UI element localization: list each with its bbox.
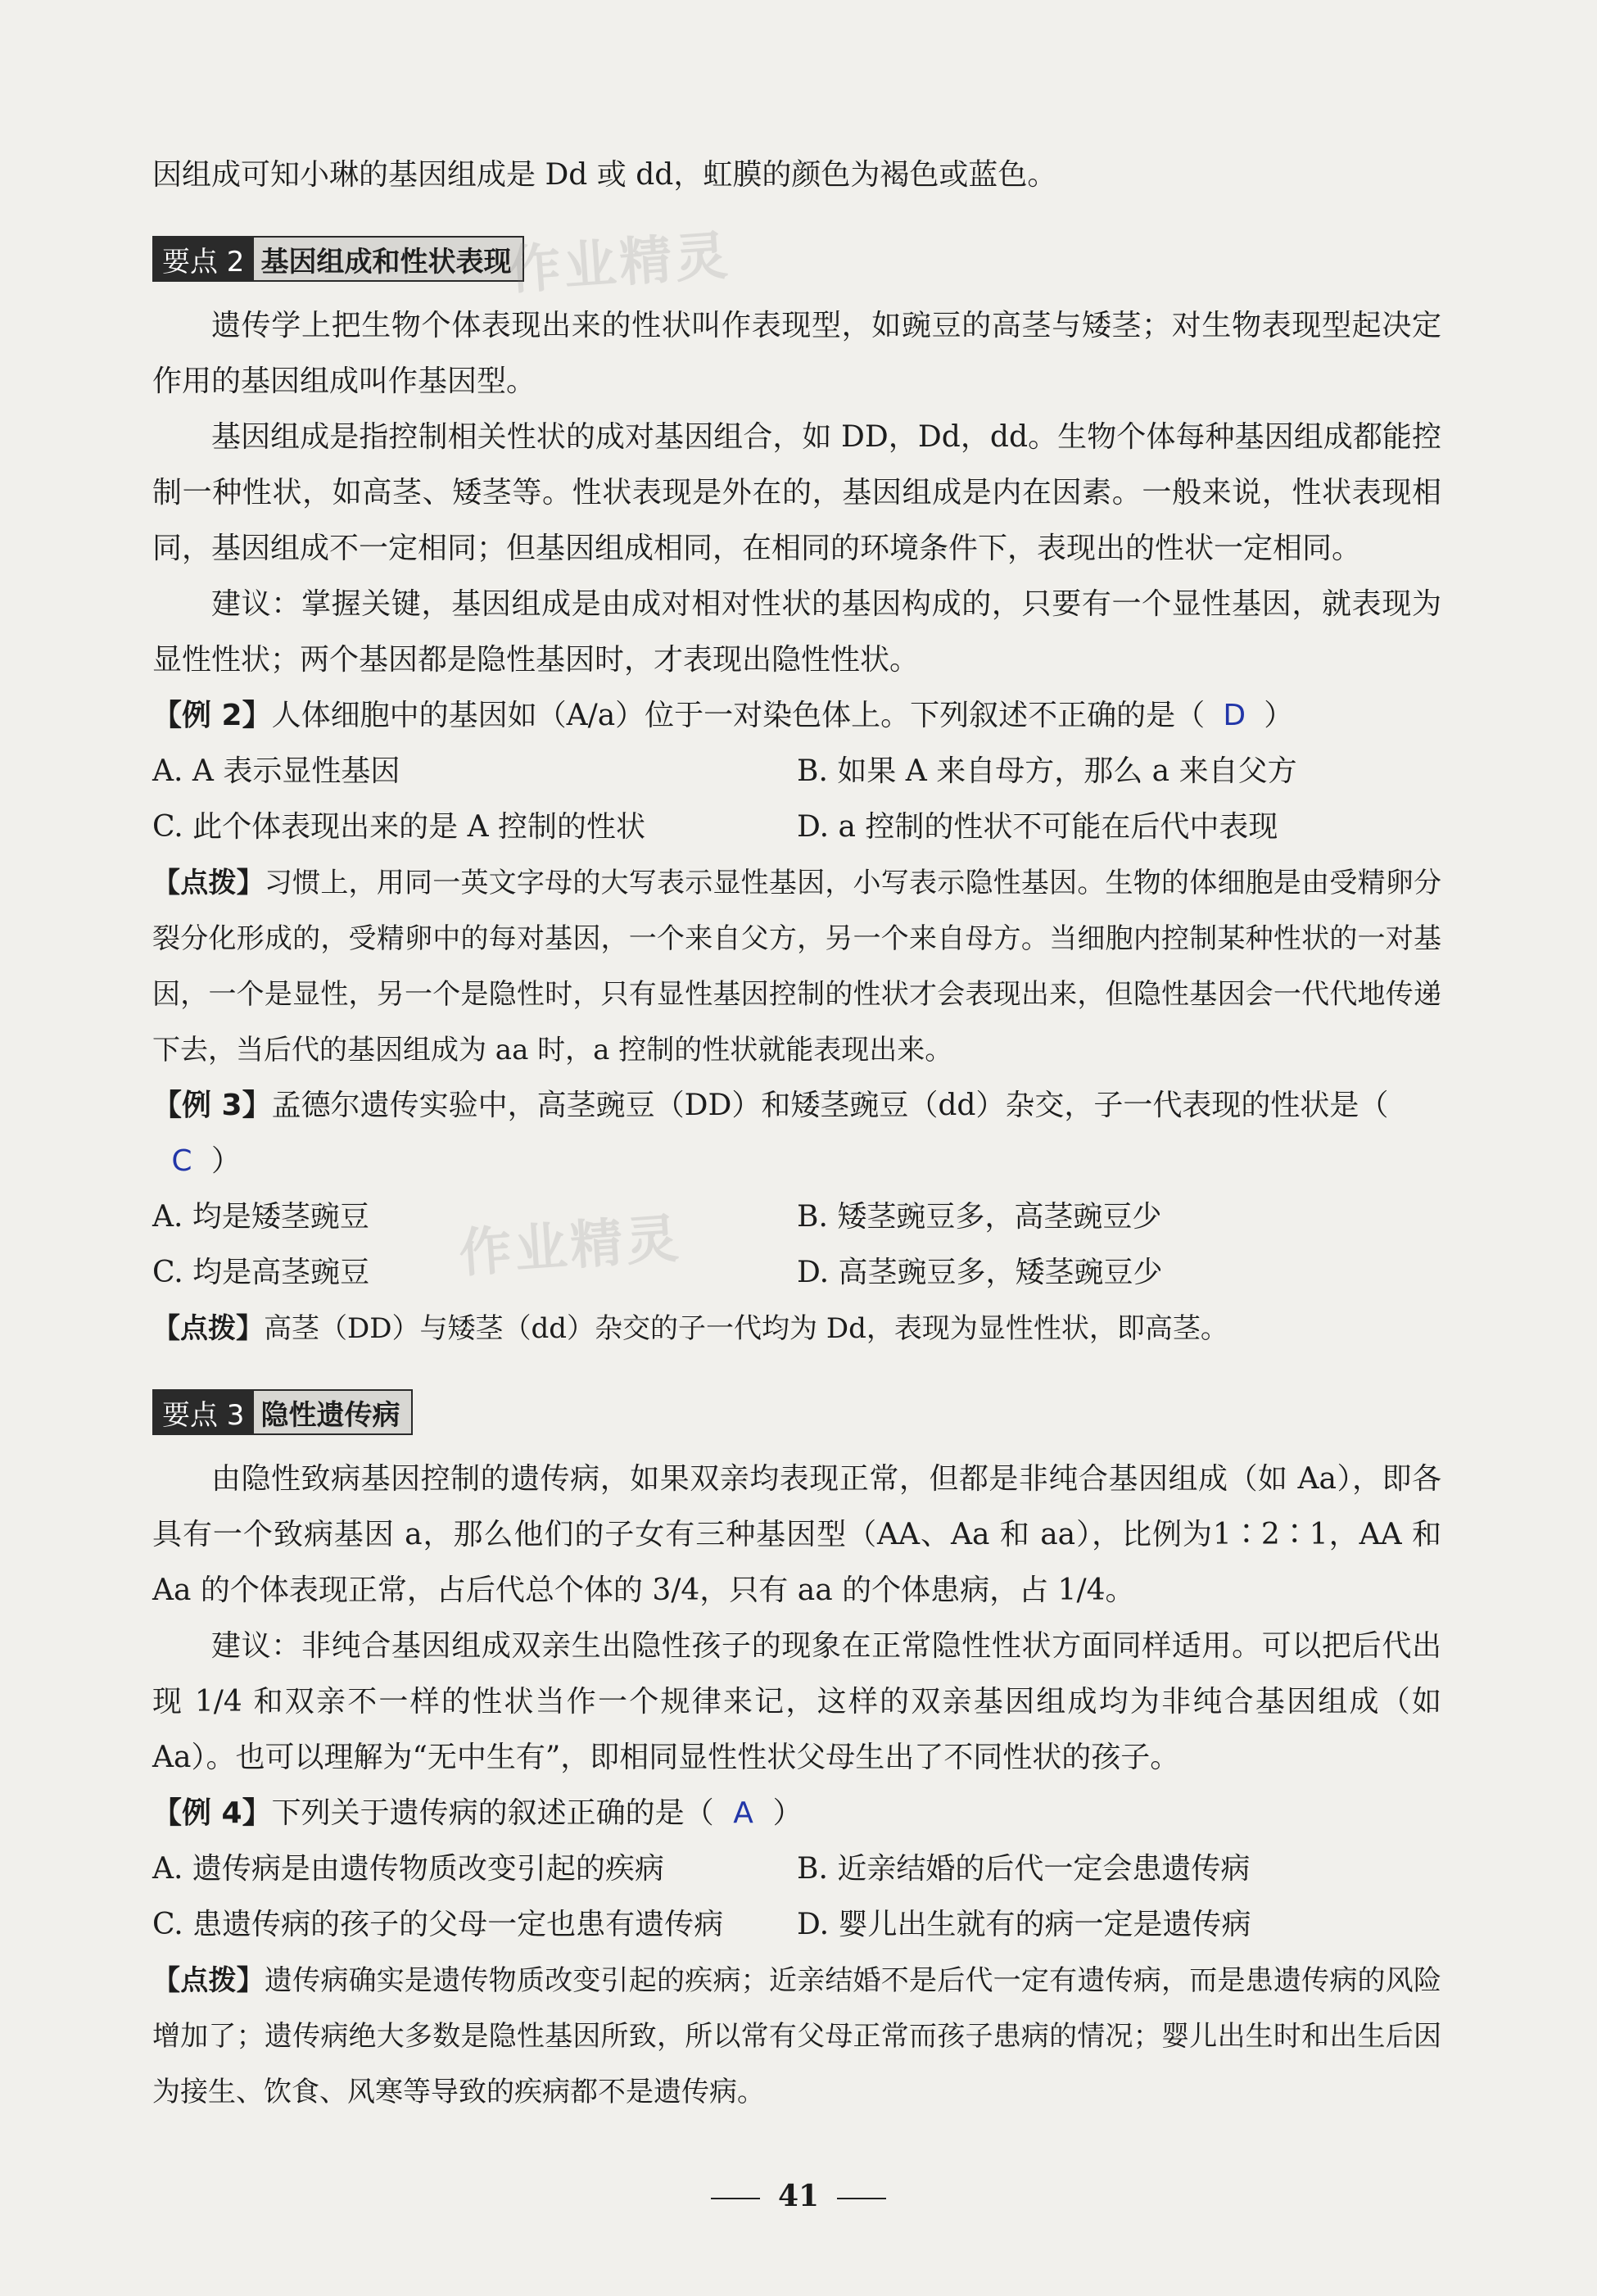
option-d: D. a 控制的性状不可能在后代中表现 <box>797 810 1278 844</box>
option-d: D. 高茎豌豆多，矮茎豌豆少 <box>797 1256 1163 1289</box>
paragraph: 建议：非纯合基因组成双亲生出隐性孩子的现象在正常隐性性状方面同样适用。可以把后代出现 1/4 和双亲不一样的性状当作一个规律来记，这样的双亲基因组成均为非纯合基因组成（如 Aa）。也可以理解为“无中生有”，即相同显性性状父母生出了不同性状的孩子。 <box>152 1629 1441 1774</box>
option-b: B. 如果 A 来自母方，那么 a 来自父方 <box>797 754 1297 788</box>
paren-close: ） <box>211 1144 242 1178</box>
options-grid <box>152 1189 1441 1301</box>
section-title: 隐性遗传病 <box>254 1389 413 1435</box>
option-c: C. 此个体表现出来的是 A 控制的性状 <box>152 810 646 844</box>
section-3-header <box>152 1389 1441 1435</box>
example-label: 【例 2】 <box>152 699 272 732</box>
tip-label: 【点拨】 <box>152 1964 265 1997</box>
paragraph: 基因组成是指控制相关性状的成对基因组合，如 DD，Dd，dd。生物个体每种基因组成都能控制一种性状，如高茎、矮茎等。性状表现是外在的，基因组成是内在因素。一般来说，性状表现相同，基因组成不一定相同；但基因组成相同，在相同的环境条件下，表现出的性状一定相同。 <box>152 420 1441 565</box>
page-footer <box>0 2179 1597 2213</box>
option-a: A. 遗传病是由遗传物质改变引起的疾病 <box>152 1852 664 1886</box>
example-3-stem <box>152 1078 1441 1189</box>
option-a: A. 均是矮茎豌豆 <box>152 1200 369 1234</box>
example-2-stem <box>152 688 1441 744</box>
paren-close: ） <box>1264 699 1294 732</box>
example-3-tip <box>152 1301 1441 1356</box>
intro-line: 因组成可知小琳的基因组成是 Dd 或 dd，虹膜的颜色为褐色或蓝色。 <box>152 158 1057 192</box>
tip-text: 遗传病确实是遗传物质改变引起的疾病；近亲结婚不是后代一定有遗传病，而是患遗传病的风险增加了；遗传病绝大多数是隐性基因所致，所以常有父母正常而孩子患病的情况；婴儿出生时和出生后因为接生、饮食、风寒等导致的疾病都不是遗传病。 <box>152 1964 1441 2108</box>
option-c: C. 患遗传病的孩子的父母一定也患有遗传病 <box>152 1908 724 1941</box>
paren-close: ） <box>772 1796 803 1830</box>
option-a: A. A 表示显性基因 <box>152 754 400 788</box>
section-2-header <box>152 236 1441 282</box>
example-2-tip <box>152 855 1441 1078</box>
question-text: 孟德尔遗传实验中，高茎豌豆（DD）和矮茎豌豆（dd）杂交，子一代表现的性状是（ <box>271 1089 1389 1122</box>
watermark: 作业精灵 <box>506 225 733 302</box>
example-label: 【例 3】 <box>152 1089 272 1122</box>
watermark: 作业精灵 <box>457 1208 684 1285</box>
example-4-tip <box>152 1953 1441 2120</box>
tip-label: 【点拨】 <box>152 1312 264 1345</box>
section-tag: 要点 3 <box>152 1389 254 1435</box>
options-grid <box>152 744 1441 855</box>
page-number: 41 <box>777 2179 820 2213</box>
paragraph: 由隐性致病基因控制的遗传病，如果双亲均表现正常，但都是非纯合基因组成（如 Aa），即各具有一个致病基因 a，那么他们的子女有三种基因型（AA、Aa 和 aa），比例为1∶2∶1，AA 和 Aa 的个体表现正常，占后代总个体的 3/4，只有 aa 的个体患病，占 1/4。 <box>152 1462 1441 1607</box>
footer-dash-right <box>837 2198 886 2199</box>
option-b: B. 近亲结婚的后代一定会患遗传病 <box>797 1852 1251 1886</box>
question-text: 下列关于遗传病的叙述正确的是（ <box>271 1796 714 1830</box>
section-tag: 要点 2 <box>152 236 254 282</box>
question-text: 人体细胞中的基因如（A/a）位于一对染色体上。下列叙述不正确的是（ <box>271 699 1206 732</box>
paragraph: 遗传学上把生物个体表现出来的性状叫作表现型，如豌豆的高茎与矮茎；对生物表现型起决定作用的基因组成叫作基因型。 <box>152 309 1441 398</box>
answer-mark: A <box>733 1796 753 1830</box>
footer-dash-left <box>711 2198 760 2199</box>
option-d: D. 婴儿出生就有的病一定是遗传病 <box>797 1908 1251 1941</box>
option-c: C. 均是高茎豌豆 <box>152 1256 370 1289</box>
options-grid <box>152 1841 1441 1953</box>
option-b: B. 矮茎豌豆多，高茎豌豆少 <box>797 1200 1162 1234</box>
tip-label: 【点拨】 <box>152 867 265 899</box>
section-title: 基因组成和性状表现 <box>254 236 524 282</box>
answer-mark: C <box>171 1144 192 1178</box>
example-label: 【例 4】 <box>152 1796 272 1830</box>
tip-text: 习惯上，用同一英文字母的大写表示显性基因，小写表示隐性基因。生物的体细胞是由受精卵分裂分化形成的，受精卵中的每对基因，一个来自父方，另一个来自母方。当细胞内控制某种性状的一对基因，一个是显性，另一个是隐性时，只有显性基因控制的性状才会表现出来，但隐性基因会一代代地传递下去，当后代的基因组成为 aa 时，a 控制的性状就能表现出来。 <box>152 867 1441 1066</box>
example-4-stem <box>152 1786 1441 1841</box>
answer-mark: D <box>1223 699 1246 732</box>
tip-text: 高茎（DD）与矮茎（dd）杂交的子一代均为 Dd，表现为显性性状，即高茎。 <box>264 1312 1228 1345</box>
paragraph: 建议：掌握关键，基因组成是由成对相对性状的基因构成的，只要有一个显性基因，就表现为显性性状；两个基因都是隐性基因时，才表现出隐性性状。 <box>152 587 1441 677</box>
